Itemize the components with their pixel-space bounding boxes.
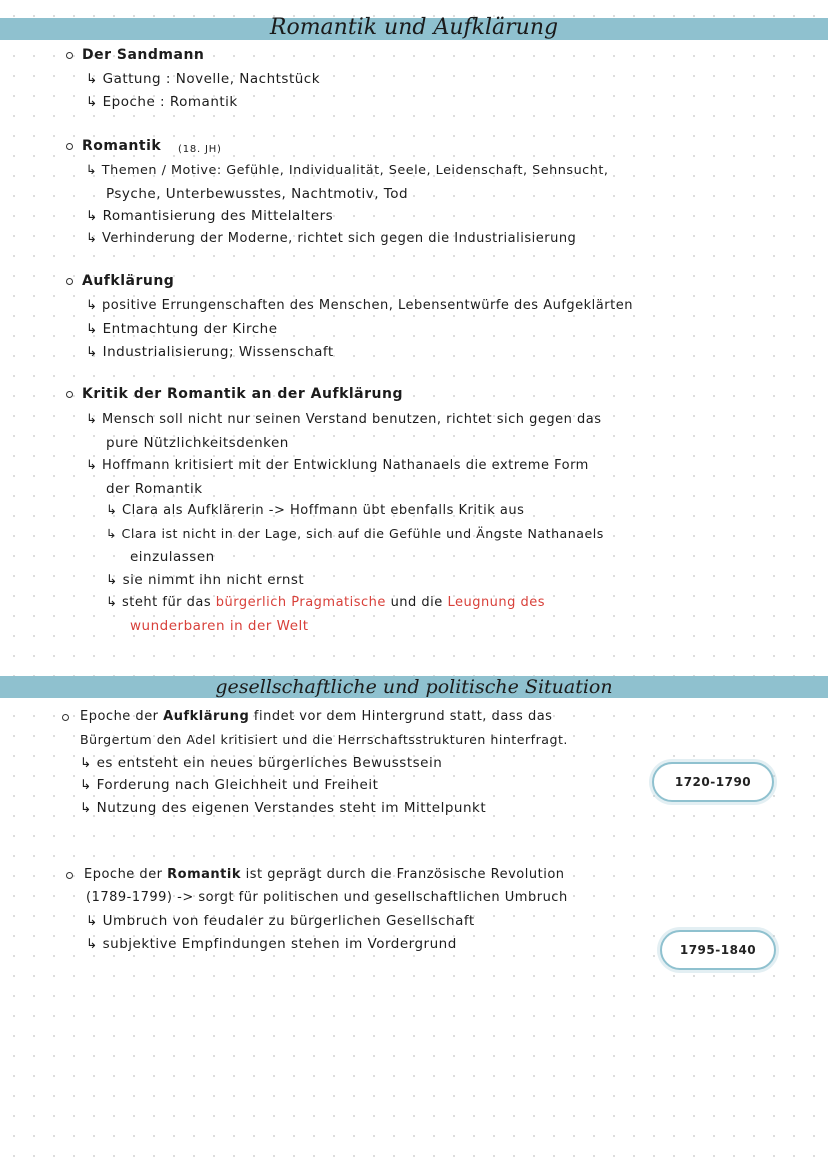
bullet-sandmann [66,52,73,59]
situation-romantik-keyword: Romantik [167,867,242,882]
kritik-line-5: ↳ Clara als Aufklärerin -> Hoffmann übt ebenfalls Kritik aus [106,503,525,518]
situation-aufklaerung-prefix: Epoche der [80,709,159,724]
romantik-line-1: ↳ Themen / Motive: Gefühle, Individualität, Seele, Leidenschaft, Sehnsucht, [86,163,609,178]
bullet-aufklaerung [66,278,73,285]
situation-aufklaerung-line-5: ↳ Nutzung des eigenen Verstandes steht im Mittelpunkt [80,800,487,816]
situation-romantik-line-4: ↳ subjektive Empfindungen stehen im Vordergrund [86,936,457,952]
bullet-kritik [66,391,73,398]
bullet-situation-romantik [66,872,73,879]
heading-aufklaerung: Aufklärung [82,273,175,289]
heading-sandmann: Der Sandmann [82,47,205,63]
situation-aufklaerung-line-3: ↳ es entsteht ein neues bürgerliches Bewusstsein [80,755,443,771]
situation-romantik-suffix: ist geprägt durch die Französische Revolution [245,867,565,882]
situation-romantik-line-2: (1789-1799) -> sorgt für politischen und gesellschaftlichen Umbruch [86,890,568,905]
situation-aufklaerung-line-4: ↳ Forderung nach Gleichheit und Freiheit [80,777,379,793]
date-cloud-aufklaerung: 1720-1790 [652,762,774,802]
heading-romantik: Romantik [82,138,162,154]
bullet-situation-aufklaerung [62,714,69,721]
kritik-line-8: ↳ sie nimmt ihn nicht ernst [106,572,305,588]
aufklaerung-line-3: ↳ Industrialisierung; Wissenschaft [86,344,334,360]
kritik-highlight-leugnung: Leugnung des [447,595,546,610]
situation-aufklaerung-suffix: findet vor dem Hintergrund statt, dass das [253,709,553,724]
kritik-line-3: ↳ Hoffmann kritisiert mit der Entwicklung Nathanaels die extreme Form [86,458,589,473]
situation-romantik-line-3: ↳ Umbruch von feudaler zu bürgerlichen Gesellschaft [86,913,475,929]
romantik-note: (18. JH) [178,144,222,155]
kritik-line-9 [106,594,545,612]
aufklaerung-line-2: ↳ Entmachtung der Kirche [86,321,278,337]
romantik-line-3: ↳ Romantisierung des Mittelalters [86,208,334,224]
situation-aufklaerung-keyword: Aufklärung [163,709,250,724]
kritik-line-6: ↳ Clara ist nicht in der Lage, sich auf die Gefühle und Ängste Nathanaels [106,526,604,541]
heading-kritik: Kritik der Romantik an der Aufklärung [82,386,403,402]
situation-romantik-prefix: Epoche der [84,867,163,882]
sandmann-line-1: ↳ Gattung : Novelle, Nachtstück [86,71,321,87]
bullet-romantik [66,143,73,150]
kritik-line-1: ↳ Mensch soll nicht nur seinen Verstand benutzen, richtet sich gegen das [86,412,602,427]
situation-aufklaerung-line-2: Bürgertum den Adel kritisiert und die Herrschaftsstrukturen hinterfragt. [80,732,568,747]
aufklaerung-line-1: ↳ positive Errungenschaften des Menschen, Lebensentwürfe des Aufgeklärten [86,298,633,313]
kritik-line-9-part-a: ↳ steht für das [106,595,212,610]
kritik-line-2: pure Nützlichkeitsdenken [106,435,289,451]
kritik-line-10: wunderbaren in der Welt [130,618,309,634]
kritik-line-7: einzulassen [130,549,215,565]
situation-romantik-line-1 [84,866,565,884]
romantik-line-4: ↳ Verhinderung der Moderne, richtet sich gegen die Industrialisierung [86,231,577,246]
sandmann-line-2: ↳ Epoche : Romantik [86,94,238,110]
kritik-line-9-part-c: und die [390,595,443,610]
section-title-2: gesellschaftliche und politische Situation [215,676,613,698]
kritik-highlight-pragmatisch: bürgerlich Pragmatische [215,595,386,610]
date-cloud-romantik: 1795-1840 [660,930,776,970]
situation-aufklaerung-line-1 [80,708,552,726]
section-title-1: Romantik und Aufklärung [269,15,559,40]
romantik-line-2: Psyche, Unterbewusstes, Nachtmotiv, Tod [106,186,409,202]
kritik-line-4: der Romantik [106,481,203,497]
